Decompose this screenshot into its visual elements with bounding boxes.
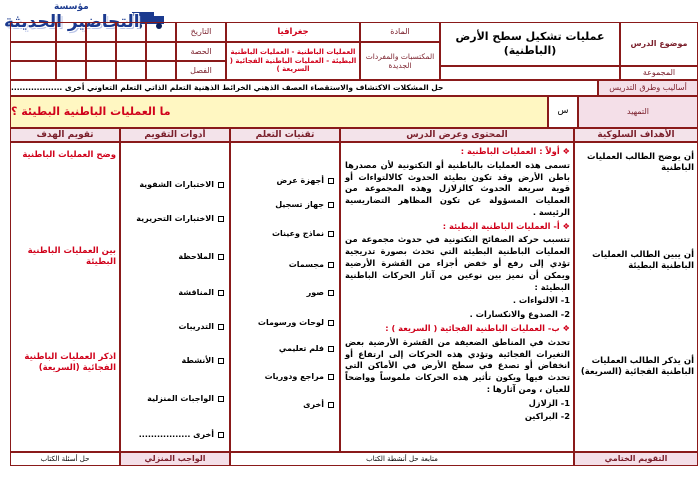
logo-brand: التحاضير الحديثة: [4, 12, 140, 32]
period-cell-5: [10, 42, 56, 61]
tool-item[interactable]: الملاحظة: [178, 252, 224, 261]
checkbox[interactable]: [328, 346, 334, 352]
technique-item[interactable]: أخرى: [303, 400, 334, 409]
content-title-3: ❖ ب- العمليات الباطنية الفجائية ( السريعة ) :: [385, 322, 570, 333]
date-cell-1: [146, 22, 176, 42]
col-content: المحتوى وعرض الدرس: [340, 128, 574, 142]
class-cell-5: [10, 61, 56, 80]
eval-column: [10, 142, 120, 452]
objective-3: أن يذكر الطالب العمليات الباطنية الفجائية (السريعة): [580, 356, 694, 378]
class-cell-1: [146, 61, 176, 80]
class-cell-4: [56, 61, 86, 80]
group-label: المجموعة: [620, 66, 698, 80]
checkbox[interactable]: [218, 182, 224, 188]
checkbox[interactable]: [218, 396, 224, 402]
intro-value: ما العمليات الباطنية البطيئة ؟: [10, 96, 548, 128]
period-label: الحصة: [176, 42, 226, 61]
content-list-1: 1- الالتواءات .: [512, 295, 570, 306]
content-list-3: 1- الزلازل: [528, 397, 570, 408]
intro-q: س: [548, 96, 578, 128]
tool-item[interactable]: أخرى .................: [139, 430, 224, 439]
content-para-2: تتسبب حركة الصفائح التكتونية في حدوث مجموعة من العمليات الباطنية البطيئة التي تحدث بصورة تدريجية تؤدي إلى رفع أو خفض أجزاء من القشرة الأرضية ويمكن أن نميز بين نوعين من آثار الحركات الباطنية البطيئة :: [345, 234, 570, 292]
follow-value: متابعة حل أنشطة الكتاب: [230, 452, 574, 466]
lesson-content: [345, 146, 570, 425]
checkbox[interactable]: [218, 290, 224, 296]
tool-item[interactable]: الواجبات المنزلية: [147, 394, 224, 403]
checkbox[interactable]: [328, 402, 334, 408]
technique-item[interactable]: أجهزة عرض: [277, 176, 334, 185]
methods-value: حل المشكلات الاكتشاف والاستقصاء العصف الذهني الخرائط الذهنية التعلم الذاتي التعلم التعاوني أخرى ..................: [10, 80, 598, 96]
col-objectives: الأهداف السلوكية: [574, 128, 698, 142]
objective-1: أن يوضح الطالب العمليات الباطنية: [587, 152, 694, 174]
period-cell-4: [56, 42, 86, 61]
technique-item[interactable]: لوحات ورسومات: [258, 318, 334, 327]
methods-label: أساليب وطرق التدريس: [598, 80, 698, 96]
period-cell-2: [116, 42, 146, 61]
col-tools: أدوات التقويم: [120, 128, 230, 142]
checkbox[interactable]: [218, 254, 224, 260]
technique-item[interactable]: مراجع ودوريات: [265, 372, 334, 381]
class-cell-2: [116, 61, 146, 80]
date-cell-2: [116, 22, 146, 42]
period-cell-1: [146, 42, 176, 61]
content-title-2: ❖ أ- العمليات الباطنية البطيئة :: [442, 220, 570, 231]
checkbox[interactable]: [328, 178, 334, 184]
objectives-column: [574, 142, 698, 452]
tool-item[interactable]: الأنشطة: [182, 356, 225, 365]
technique-item[interactable]: صور: [307, 288, 334, 297]
technique-item[interactable]: مجسمات: [289, 260, 334, 269]
eval-3: اذكر العمليات الباطنية الفجائية (السريعة): [24, 352, 116, 374]
checkbox[interactable]: [328, 374, 334, 380]
checkbox[interactable]: [328, 231, 334, 237]
technique-item[interactable]: جهاز تسجيل: [275, 200, 334, 209]
technique-item[interactable]: نماذج وعينات: [272, 229, 334, 238]
tool-item[interactable]: الاختبارات الشفوية: [139, 180, 224, 189]
checkbox[interactable]: [328, 202, 334, 208]
concepts-label: المكتسبات والمفردات الجديدة: [360, 42, 440, 80]
topic-value: عمليات تشكيل سطح الأرض (الباطنية): [440, 22, 620, 66]
final-eval-label: التقويم الختامي: [574, 452, 698, 466]
content-title-1: ❖ أولاً : العمليات الباطنية :: [460, 146, 570, 156]
class-cell-3: [86, 61, 116, 80]
date-label: التاريخ: [176, 22, 226, 42]
topic-label: موضوع الدرس: [620, 22, 698, 66]
content-list-4: 2- البراكين: [524, 411, 570, 422]
subject-value: جغرافيا: [226, 22, 360, 42]
content-para-1: تسمى هذه العمليات بالباطنية أو التكتونية لأن مصدرها باطن الأرض وقد تكون بطيئة الحدوث كالالتواءات أو قوية سريعة الحدوث كالزلازل وهذه المجموعة من العمليات المسؤولة عن تكون المظاهر التضاريسية الرئيسة .: [345, 159, 570, 217]
subject-label: المادة: [360, 22, 440, 42]
checkbox[interactable]: [218, 432, 224, 438]
objective-2: أن يبين الطالب العمليات الباطنية البطيئة: [592, 250, 694, 272]
checkbox[interactable]: [328, 290, 334, 296]
checkbox[interactable]: [218, 358, 224, 364]
col-eval: تقويم الهدف: [10, 128, 120, 142]
concepts-value: العمليات الباطنية - العمليات الباطنية البطيئة - العمليات الباطنية الفجائية ( السريعة ): [226, 42, 360, 80]
tool-item[interactable]: المناقشة: [178, 288, 224, 297]
eval-2: بين العمليات الباطنية البطيئة: [27, 246, 116, 268]
class-label: الفصل: [176, 61, 226, 80]
content-list-2: 2- الصدوع والانكسارات .: [469, 309, 570, 320]
logo-sub: مؤسسة: [54, 2, 89, 12]
period-cell-3: [86, 42, 116, 61]
date-cell-3: [86, 22, 116, 42]
date-cell-4: [56, 22, 86, 42]
checkbox[interactable]: [328, 320, 334, 326]
homework-label: الواجب المنزلي: [120, 452, 230, 466]
eval-1: وضح العمليات الباطنية: [22, 150, 116, 160]
checkbox[interactable]: [218, 216, 224, 222]
date-cell-5: [10, 22, 56, 42]
homework-value: حل أسئلة الكتاب: [10, 452, 120, 466]
technique-item[interactable]: فلم تعليمي: [279, 344, 334, 353]
checkbox[interactable]: [218, 324, 224, 330]
col-techniques: تقنيات التعلم: [230, 128, 340, 142]
content-para-3: تحدث في المناطق الضعيفة من القشرة الأرضية بعض التغيرات الفجائية وتؤدي هذه الحركات إلى ارتفاع أو انخفاض أو تصدع في سطح الأرض في الأماكن التي تحدث فيها ويكون تأثير هذه الحركات ملموساً وواضحاً للعيان ، ومن آثارها :: [345, 336, 570, 394]
tool-item[interactable]: الاختبارات التحريرية: [136, 214, 224, 223]
group-value: [440, 66, 620, 80]
intro-label: التمهيد: [578, 96, 698, 128]
checkbox[interactable]: [328, 262, 334, 268]
tool-item[interactable]: التدريبات: [178, 322, 224, 331]
